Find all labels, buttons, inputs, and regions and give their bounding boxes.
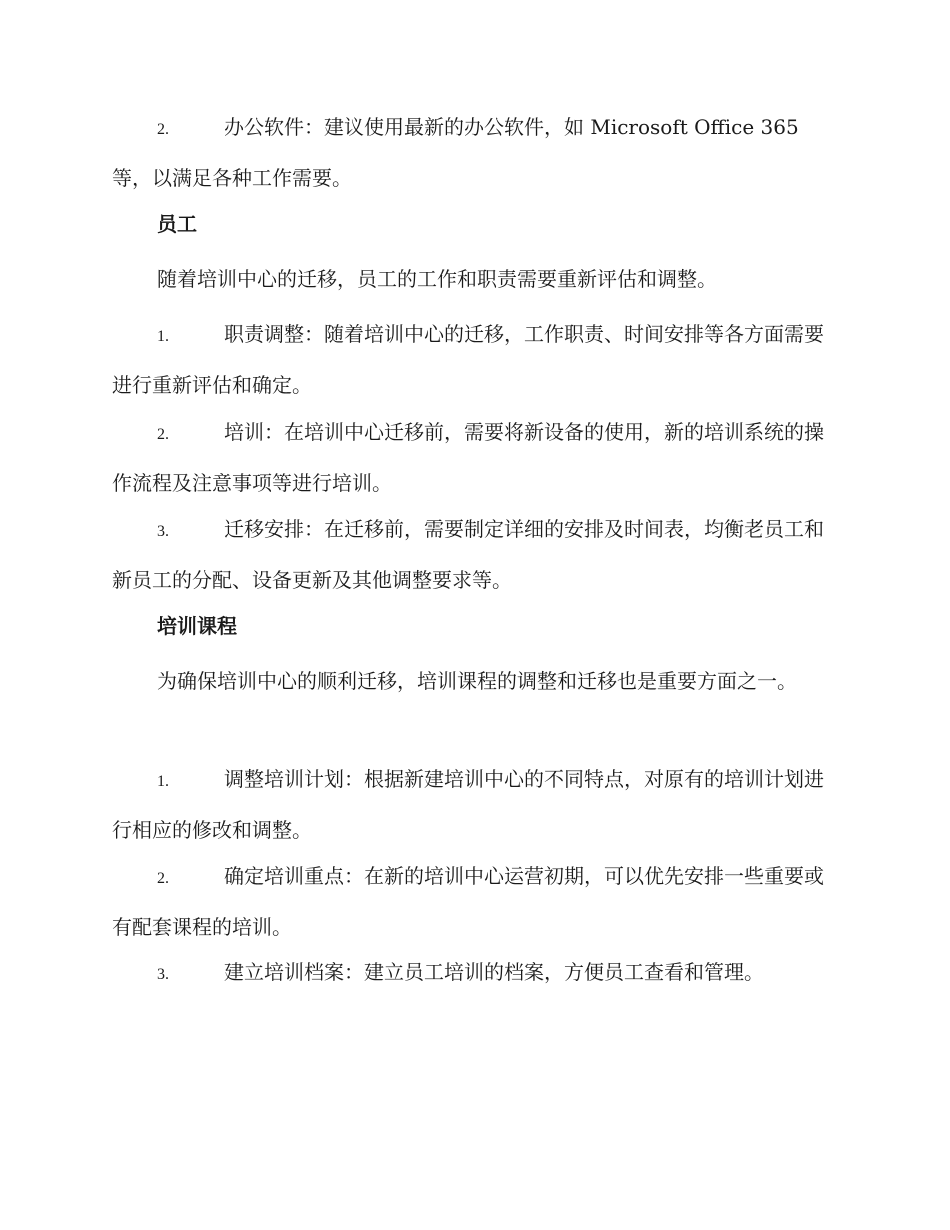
list-text: 建立培训档案：建立员工培训的档案，方便员工查看和管理。	[224, 960, 764, 984]
list-number: 1.	[157, 328, 169, 345]
list-text: 办公软件：建议使用最新的办公软件，如 Microsoft Office 365 等，以满足各种工作需要。	[112, 115, 799, 190]
section-heading-courses: 培训课程	[157, 614, 237, 638]
list-number: 1.	[157, 773, 169, 790]
list-item-duty-adjust	[112, 310, 834, 409]
list-text: 培训：在培训中心迁移前，需要将新设备的使用，新的培训系统的操作流程及注意事项等进行培训。	[112, 420, 824, 495]
list-text: 职责调整：随着培训中心的迁移，工作职责、时间安排等各方面需要进行重新评估和确定。	[112, 322, 824, 397]
list-item-training-records	[112, 948, 834, 999]
list-item-adjust-plan	[112, 755, 834, 854]
list-text: 确定培训重点：在新的培训中心运营初期，可以优先安排一些重要或有配套课程的培训。	[112, 864, 824, 939]
list-item-training	[112, 408, 834, 507]
list-item-office-software	[112, 103, 834, 202]
paragraph-staff-intro: 随着培训中心的迁移，员工的工作和职责需要重新评估和调整。	[157, 267, 717, 291]
list-number: 3.	[157, 966, 169, 983]
paragraph-courses-intro: 为确保培训中心的顺利迁移，培训课程的调整和迁移也是重要方面之一。	[157, 669, 797, 693]
section-heading-staff: 员工	[157, 212, 197, 236]
list-item-migration-plan	[112, 505, 834, 604]
list-text: 迁移安排：在迁移前，需要制定详细的安排及时间表，均衡老员工和新员工的分配、设备更新及其他调整要求等。	[112, 517, 824, 592]
list-number: 2.	[157, 121, 169, 138]
list-text: 调整培训计划：根据新建培训中心的不同特点，对原有的培训计划进行相应的修改和调整。	[112, 767, 824, 842]
list-number: 3.	[157, 523, 169, 540]
list-item-training-focus	[112, 852, 834, 951]
list-number: 2.	[157, 426, 169, 443]
list-number: 2.	[157, 870, 169, 887]
